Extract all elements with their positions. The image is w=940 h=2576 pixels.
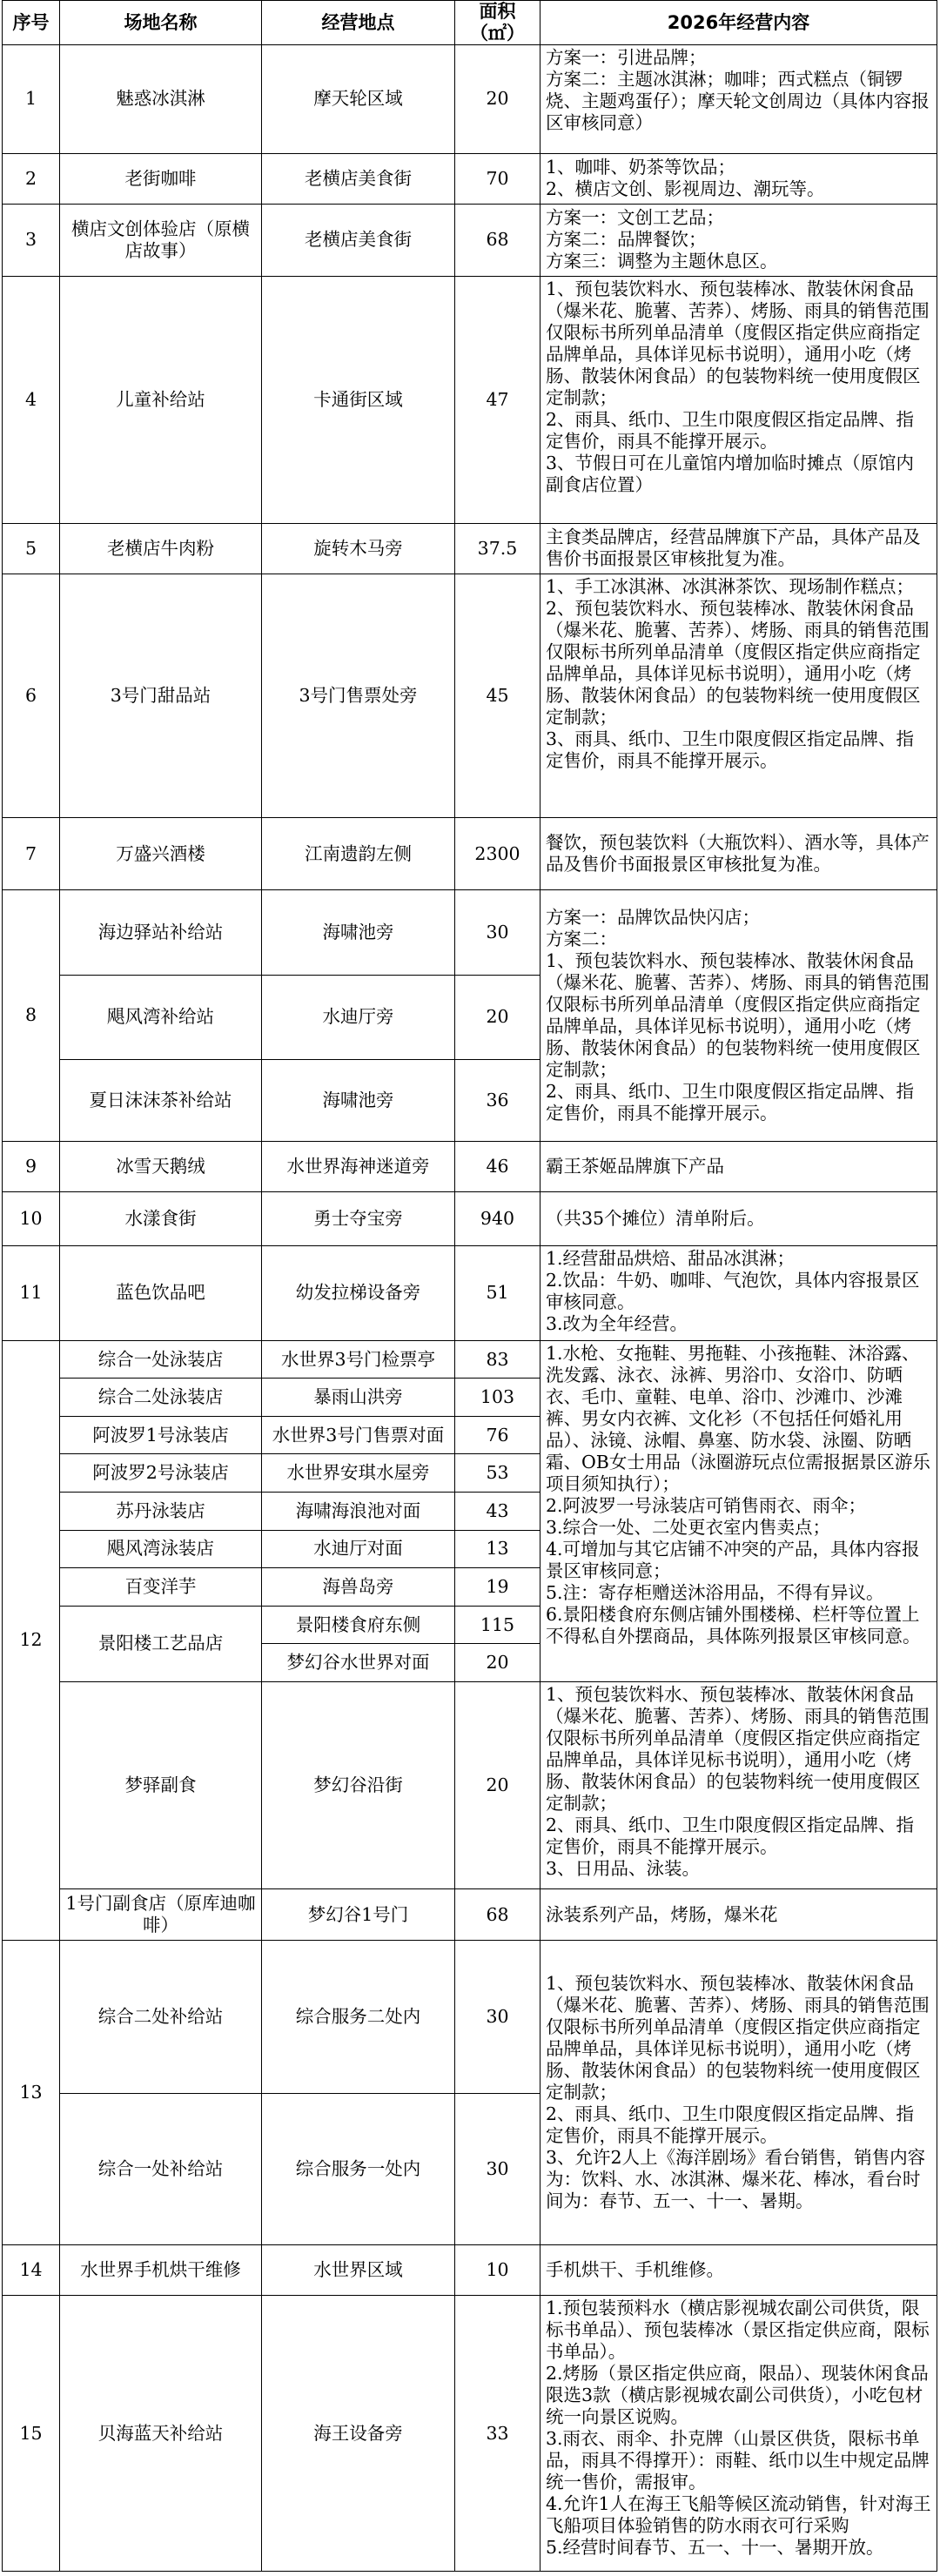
table-row xyxy=(3,1889,937,1940)
row-location: 综合服务一处内 xyxy=(262,2093,455,2244)
table-row xyxy=(3,818,937,890)
row-area: 2300 xyxy=(455,818,540,890)
row-venue: 海边驿站补给站 xyxy=(60,890,262,976)
header-location: 经营地点 xyxy=(262,1,455,45)
row-no: 8 xyxy=(3,890,60,1141)
row-no: 2 xyxy=(3,153,60,204)
header-area: 面积（㎡） xyxy=(455,1,540,45)
row-venue: 万盛兴酒楼 xyxy=(60,818,262,890)
row-no: 3 xyxy=(3,204,60,276)
row-venue: 阿波罗2号泳装店 xyxy=(60,1454,262,1493)
row-area: 940 xyxy=(455,1191,540,1245)
row-location: 水世界3号门检票亭 xyxy=(262,1340,455,1379)
row-venue: 老街咖啡 xyxy=(60,153,262,204)
row-area: 33 xyxy=(455,2296,540,2572)
row-area: 45 xyxy=(455,574,540,817)
row-venue: 综合二处泳装店 xyxy=(60,1379,262,1417)
row-venue: 梦驿副食 xyxy=(60,1681,262,1889)
row-area: 30 xyxy=(455,2093,540,2244)
row-content: 餐饮，预包装饮料（大瓶饮料）、酒水等，具体产品及售价书面报景区审核批复为准。 xyxy=(540,818,937,890)
row-area: 20 xyxy=(455,1681,540,1889)
row-venue: 3号门甜品站 xyxy=(60,574,262,817)
row-area: 20 xyxy=(455,1644,540,1682)
header-venue: 场地名称 xyxy=(60,1,262,45)
row-content: 1.预包装预料水（横店影视城农副公司供货，限标书单品）、预包装棒冰（景区指定供应商，限标书单品）。 2.烤肠（景区指定供应商，限品）、现装休闲食品限选3款（横店影视城农副公司供货），小吃包材统一向景区说购。 3.雨衣、雨伞、扑克牌（山景区供货，限标书单品，雨具不得撑开）：雨鞋、纸巾以生中规定品牌统一售价，需报审。 4.允许1人在海王飞船等候区流动销售，针对海王飞船项目体验销售的防水雨衣可行采购 5.经营时间春节、五一、十一、暑期开放。 xyxy=(540,2296,937,2572)
row-area: 37.5 xyxy=(455,523,540,574)
table-row xyxy=(3,45,937,154)
table-row xyxy=(3,1141,937,1191)
table-row xyxy=(3,204,937,276)
row-content: 霸王茶姬品牌旗下产品 xyxy=(540,1141,937,1191)
row-area: 43 xyxy=(455,1493,540,1531)
row-no: 12 xyxy=(3,1340,60,1940)
row-venue: 阿波罗1号泳装店 xyxy=(60,1416,262,1454)
row-venue: 综合一处补给站 xyxy=(60,2093,262,2244)
row-content: 1、手工冰淇淋、冰淇淋茶饮、现场制作糕点； 2、预包装饮料水、预包装棒冰、散装休闲食品（爆米花、脆薯、苦荞）、烤肠、雨具的销售范围仅限标书所列单品清单（度假区指定供应商指定品牌单品，具体详见标书说明），通用小吃（烤肠、散装休闲食品）的包装物料统一使用度假区定制款； 3、雨具、纸巾、卫生巾限度假区指定品牌、指定售价，雨具不能撑开展示。 xyxy=(540,574,937,817)
row-content: 方案一：品牌饮品快闪店； 方案二： 1、预包装饮料水、预包装棒冰、散装休闲食品（爆米花、脆薯、苦荞）、烤肠、雨具的销售范围仅限标书所列单品清单（度假区指定供应商指定品牌单品，具体详见标书说明），通用小吃（烤肠、散装休闲食品）的包装物料统一使用度假区定制款； 2、雨具、纸巾、卫生巾限度假区指定品牌、指定售价，雨具不能撑开展示。 xyxy=(540,890,937,1141)
row-location: 海兽岛旁 xyxy=(262,1568,455,1607)
row-content: 1、咖啡、奶茶等饮品； 2、横店文创、影视周边、潮玩等。 xyxy=(540,153,937,204)
row-location: 海王设备旁 xyxy=(262,2296,455,2572)
row-location: 老横店美食街 xyxy=(262,204,455,276)
row-area: 51 xyxy=(455,1245,540,1340)
row-content: 手机烘干、手机维修。 xyxy=(540,2245,937,2296)
row-content: 1.经营甜品烘焙、甜品冰淇淋； 2.饮品：牛奶、咖啡、气泡饮，具体内容报景区审核同意。 3.改为全年经营。 xyxy=(540,1245,937,1340)
row-location: 梦幻谷1号门 xyxy=(262,1889,455,1940)
row-no: 10 xyxy=(3,1191,60,1245)
row-no: 6 xyxy=(3,574,60,817)
row-location: 综合服务二处内 xyxy=(262,1940,455,2093)
row-venue: 夏日沫沫茶补给站 xyxy=(60,1060,262,1141)
row-content: 1、预包装饮料水、预包装棒冰、散装休闲食品（爆米花、脆薯、苦荞）、烤肠、雨具的销售范围仅限标书所列单品清单（度假区指定供应商指定品牌单品，具体详见标书说明），通用小吃（烤肠、散装休闲食品）的包装物料统一使用度假区定制款； 2、雨具、纸巾、卫生巾限度假区指定品牌、指定售价，雨具不能撑开展示。 3、日用品、泳装。 xyxy=(540,1681,937,1889)
row-location: 水世界安琪水屋旁 xyxy=(262,1454,455,1493)
row-area: 36 xyxy=(455,1060,540,1141)
operations-table xyxy=(2,0,937,2572)
row-content: （共35个摊位）清单附后。 xyxy=(540,1191,937,1245)
row-no: 11 xyxy=(3,1245,60,1340)
row-venue: 魅惑冰淇淋 xyxy=(60,45,262,154)
row-venue: 水世界手机烘干维修 xyxy=(60,2245,262,2296)
row-venue: 冰雪天鹅绒 xyxy=(60,1141,262,1191)
row-location: 3号门售票处旁 xyxy=(262,574,455,817)
table-row xyxy=(3,1340,937,1379)
row-location: 海啸池旁 xyxy=(262,1060,455,1141)
row-area: 115 xyxy=(455,1606,540,1644)
row-content: 方案一：文创工艺品； 方案二：品牌餐饮； 方案三：调整为主题休息区。 xyxy=(540,204,937,276)
row-venue: 飓风湾补给站 xyxy=(60,975,262,1060)
row-area: 30 xyxy=(455,1940,540,2093)
row-venue: 飓风湾泳装店 xyxy=(60,1530,262,1568)
row-location: 卡通街区域 xyxy=(262,276,455,523)
header-row xyxy=(3,1,937,45)
row-location: 梦幻谷沿街 xyxy=(262,1681,455,1889)
row-content: 主食类品牌店，经营品牌旗下产品，具体产品及售价书面报景区审核批复为准。 xyxy=(540,523,937,574)
row-location: 海啸池旁 xyxy=(262,890,455,976)
row-area: 20 xyxy=(455,975,540,1060)
table-row xyxy=(3,276,937,523)
table-row xyxy=(3,523,937,574)
row-area: 70 xyxy=(455,153,540,204)
row-venue: 儿童补给站 xyxy=(60,276,262,523)
row-no: 13 xyxy=(3,1940,60,2245)
row-venue: 蓝色饮品吧 xyxy=(60,1245,262,1340)
table-row xyxy=(3,1245,937,1340)
row-venue: 水漾食街 xyxy=(60,1191,262,1245)
row-area: 68 xyxy=(455,204,540,276)
row-no: 14 xyxy=(3,2245,60,2296)
row-location: 水迪厅旁 xyxy=(262,975,455,1060)
row-location: 暴雨山洪旁 xyxy=(262,1379,455,1417)
table-row xyxy=(3,1191,937,1245)
row-venue: 景阳楼工艺品店 xyxy=(60,1606,262,1681)
row-area: 46 xyxy=(455,1141,540,1191)
row-no: 4 xyxy=(3,276,60,523)
row-venue: 1号门副食店（原库迪咖啡） xyxy=(60,1889,262,1940)
row-venue: 横店文创体验店（原横店故事） xyxy=(60,204,262,276)
row-no: 7 xyxy=(3,818,60,890)
row-no: 1 xyxy=(3,45,60,154)
row-area: 103 xyxy=(455,1379,540,1417)
row-venue: 贝海蓝天补给站 xyxy=(60,2296,262,2572)
table-row xyxy=(3,2245,937,2296)
row-venue: 苏丹泳装店 xyxy=(60,1493,262,1531)
row-location: 摩天轮区域 xyxy=(262,45,455,154)
row-location: 旋转木马旁 xyxy=(262,523,455,574)
row-location: 水迪厅对面 xyxy=(262,1530,455,1568)
row-location: 水世界3号门售票对面 xyxy=(262,1416,455,1454)
row-location: 梦幻谷水世界对面 xyxy=(262,1644,455,1682)
row-area: 30 xyxy=(455,890,540,976)
row-area: 10 xyxy=(455,2245,540,2296)
row-area: 68 xyxy=(455,1889,540,1940)
row-content: 泳装系列产品，烤肠，爆米花 xyxy=(540,1889,937,1940)
row-location: 水世界区域 xyxy=(262,2245,455,2296)
row-content: 方案一：引进品牌； 方案二：主题冰淇淋；咖啡；西式糕点（铜锣烧、主题鸡蛋仔）；摩天轮文创周边（具体内容报区审核同意） xyxy=(540,45,937,154)
row-location: 海啸海浪池对面 xyxy=(262,1493,455,1531)
table-row xyxy=(3,2296,937,2572)
row-area: 47 xyxy=(455,276,540,523)
row-venue: 老横店牛肉粉 xyxy=(60,523,262,574)
row-venue: 综合一处泳装店 xyxy=(60,1340,262,1379)
row-venue: 百变洋芋 xyxy=(60,1568,262,1607)
table-row xyxy=(3,153,937,204)
row-location: 水世界海神迷道旁 xyxy=(262,1141,455,1191)
row-location: 老横店美食街 xyxy=(262,153,455,204)
row-area: 13 xyxy=(455,1530,540,1568)
row-location: 景阳楼食府东侧 xyxy=(262,1606,455,1644)
row-location: 幼发拉梯设备旁 xyxy=(262,1245,455,1340)
table-row xyxy=(3,1681,937,1889)
row-content: 1、预包装饮料水、预包装棒冰、散装休闲食品（爆米花、脆薯、苦荞）、烤肠、雨具的销售范围仅限标书所列单品清单（度假区指定供应商指定品牌单品，具体详见标书说明），通用小吃（烤肠、散装休闲食品）的包装物料统一使用度假区定制款； 2、雨具、纸巾、卫生巾限度假区指定品牌、指定售价，雨具不能撑开展示。 3、节假日可在儿童馆内增加临时摊点（原馆内副食店位置） xyxy=(540,276,937,523)
row-content: 1.水枪、女拖鞋、男拖鞋、小孩拖鞋、沐浴露、洗发露、泳衣、泳裤、男浴巾、女浴巾、防晒衣、毛巾、童鞋、电单、浴巾、沙滩巾、沙滩裤、男女内衣裤、文化衫（不包括任何婚礼用品）、泳镜、泳帽、鼻塞、防水袋、泳圈、防晒霜、OB女士用品（泳圈游玩点位需报据景区游乐项目须知执行）； 2.阿波罗一号泳装店可销售雨衣、雨伞； 3.综合一处、二处更衣室内售卖点； 4.可增加与其它店铺不冲突的产品，具体内容报景区审核同意； 5.注：寄存柜赠送沐浴用品，不得有异议。 6.景阳楼食府东侧店铺外围楼梯、栏杆等位置上不得私自外摆商品，具体陈列报景区审核同意。 xyxy=(540,1340,937,1681)
table-row xyxy=(3,574,937,817)
row-no: 15 xyxy=(3,2296,60,2572)
row-area: 53 xyxy=(455,1454,540,1493)
row-area: 20 xyxy=(455,45,540,154)
row-area: 83 xyxy=(455,1340,540,1379)
row-content: 1、预包装饮料水、预包装棒冰、散装休闲食品（爆米花、脆薯、苦荞）、烤肠、雨具的销售范围仅限标书所列单品清单（度假区指定供应商指定品牌单品，具体详见标书说明），通用小吃（烤肠、散装休闲食品）的包装物料统一使用度假区定制款； 2、雨具、纸巾、卫生巾限度假区指定品牌、指定售价，雨具不能撑开展示。 3、允许2人上《海洋剧场》看台销售，销售内容为：饮料、水、冰淇淋、爆米花、棒冰，看台时间为：春节、五一、十一、暑期。 xyxy=(540,1940,937,2245)
row-area: 76 xyxy=(455,1416,540,1454)
row-venue: 综合二处补给站 xyxy=(60,1940,262,2093)
row-no: 5 xyxy=(3,523,60,574)
table-row xyxy=(3,890,937,976)
row-no: 9 xyxy=(3,1141,60,1191)
header-content: 2026年经营内容 xyxy=(540,1,937,45)
row-location: 勇士夺宝旁 xyxy=(262,1191,455,1245)
row-location: 江南遗韵左侧 xyxy=(262,818,455,890)
table-row xyxy=(3,1940,937,2093)
header-no: 序号 xyxy=(3,1,60,45)
row-area: 19 xyxy=(455,1568,540,1607)
